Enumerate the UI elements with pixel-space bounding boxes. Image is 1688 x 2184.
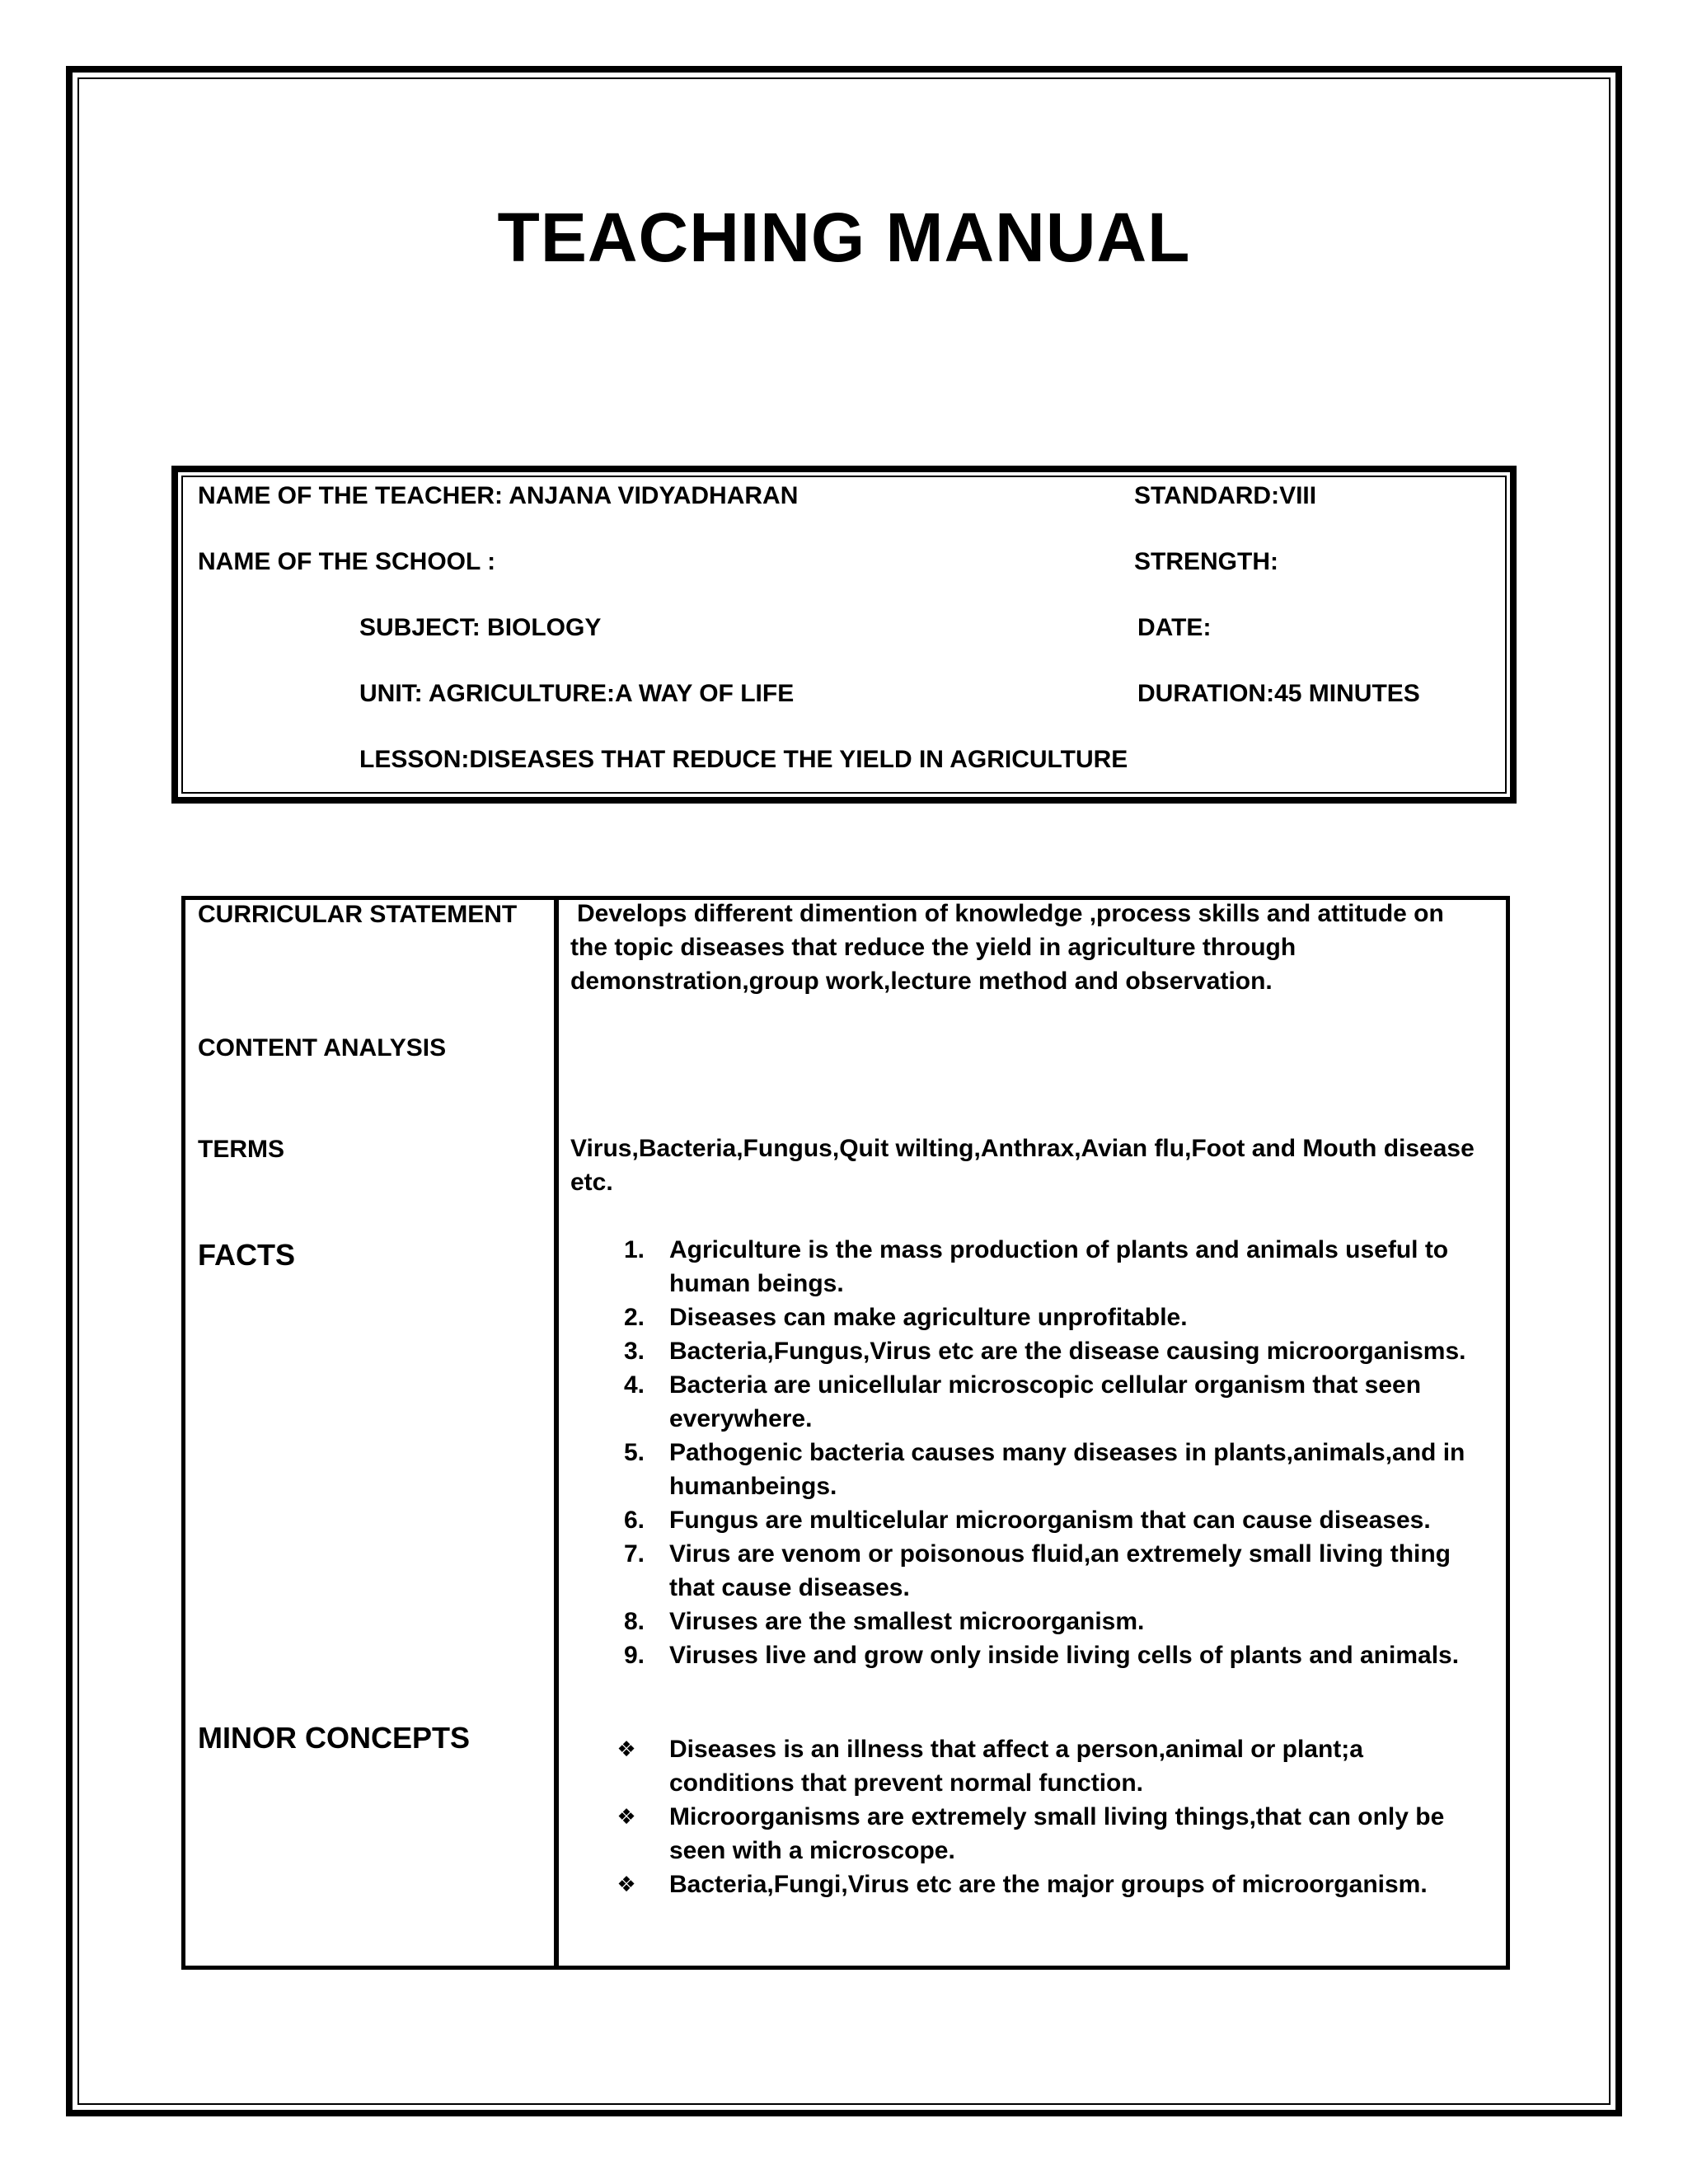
list-item bbox=[570, 1301, 1485, 1334]
teacher-name: NAME OF THE TEACHER: ANJANA VIDYADHARAN bbox=[198, 482, 799, 509]
curricular-statement-text: Develops different dimention of knowledge ,process skills and attitude on the topic diseases that reduce the yield in agriculture through demonstration,group work,lecture method and observation. bbox=[570, 900, 1444, 995]
list-number: 4. bbox=[623, 1371, 645, 1399]
fact-text: Viruses are the smallest microorganism. bbox=[669, 1608, 1145, 1635]
subject: SUBJECT: BIOLOGY bbox=[359, 614, 602, 641]
fact-text: Pathogenic bacteria causes many diseases in plants,animals,and in humanbeings. bbox=[669, 1439, 1465, 1500]
fact-text: Fungus are multicelular microorganism that can cause diseases. bbox=[669, 1507, 1431, 1534]
duration: DURATION:45 MINUTES bbox=[1137, 680, 1420, 707]
concept-text: Microorganisms are extremely small living things,that can only be seen with a microscope. bbox=[669, 1803, 1445, 1864]
fact-text: Bacteria,Fungus,Virus etc are the disease causing microorganisms. bbox=[669, 1338, 1466, 1365]
list-number: 2. bbox=[623, 1304, 645, 1331]
date: DATE: bbox=[1137, 614, 1212, 641]
list-item bbox=[570, 1638, 1485, 1672]
diamond-bullet-icon: ❖ bbox=[617, 1872, 636, 1896]
fact-text: Viruses live and grow only inside living cells of plants and animals. bbox=[669, 1642, 1460, 1669]
concept-text: Bacteria,Fungi,Virus etc are the major groups of microorganism. bbox=[669, 1871, 1428, 1898]
fact-text: Bacteria are unicellular microscopic cellular organism that seen everywhere. bbox=[669, 1371, 1422, 1432]
diamond-bullet-icon: ❖ bbox=[617, 1804, 636, 1829]
standard: STANDARD:VIII bbox=[1134, 482, 1317, 509]
list-item bbox=[570, 1368, 1485, 1436]
list-number: 5. bbox=[623, 1439, 645, 1466]
list-item bbox=[570, 1868, 1485, 1901]
strength: STRENGTH: bbox=[1134, 548, 1278, 575]
unit: UNIT: AGRICULTURE:A WAY OF LIFE bbox=[359, 680, 795, 707]
list-number: 6. bbox=[623, 1507, 645, 1534]
lesson: LESSON:DISEASES THAT REDUCE THE YIELD IN AGRICULTURE bbox=[359, 746, 1128, 773]
list-item bbox=[570, 1800, 1485, 1868]
minor-concepts-list bbox=[570, 1732, 1485, 1901]
list-number: 8. bbox=[623, 1608, 645, 1635]
list-item bbox=[570, 1605, 1485, 1638]
list-number: 9. bbox=[623, 1642, 645, 1669]
list-item bbox=[570, 1334, 1485, 1368]
terms-label: TERMS bbox=[198, 1136, 284, 1163]
concept-text: Diseases is an illness that affect a person,animal or plant;a conditions that prevent normal function. bbox=[669, 1736, 1363, 1797]
list-number: 7. bbox=[623, 1540, 645, 1568]
content-analysis-label: CONTENT ANALYSIS bbox=[198, 1034, 447, 1062]
minor-concepts-label: MINOR CONCEPTS bbox=[198, 1721, 471, 1755]
list-item bbox=[570, 1537, 1485, 1605]
facts-label: FACTS bbox=[198, 1238, 296, 1272]
fact-text: Agriculture is the mass production of plants and animals useful to human beings. bbox=[669, 1236, 1449, 1297]
facts-list bbox=[570, 1233, 1485, 1672]
fact-text: Virus are venom or poisonous fluid,an extremely small living thing that cause diseases. bbox=[669, 1540, 1451, 1601]
fact-text: Diseases can make agriculture unprofitable. bbox=[669, 1304, 1188, 1331]
terms-text: Virus,Bacteria,Fungus,Quit wilting,Anthrax,Avian flu,Foot and Mouth disease etc. bbox=[570, 1135, 1475, 1196]
list-item bbox=[570, 1233, 1485, 1301]
list-item bbox=[570, 1732, 1485, 1800]
list-number: 1. bbox=[623, 1236, 645, 1263]
page-title: TEACHING MANUAL bbox=[497, 199, 1191, 276]
curricular-statement-label: CURRICULAR STATEMENT bbox=[198, 901, 518, 928]
list-item bbox=[570, 1436, 1485, 1503]
diamond-bullet-icon: ❖ bbox=[617, 1736, 636, 1761]
school-name: NAME OF THE SCHOOL : bbox=[198, 548, 496, 575]
table-column-divider bbox=[554, 896, 559, 1970]
list-number: 3. bbox=[623, 1338, 645, 1365]
list-item bbox=[570, 1503, 1485, 1537]
